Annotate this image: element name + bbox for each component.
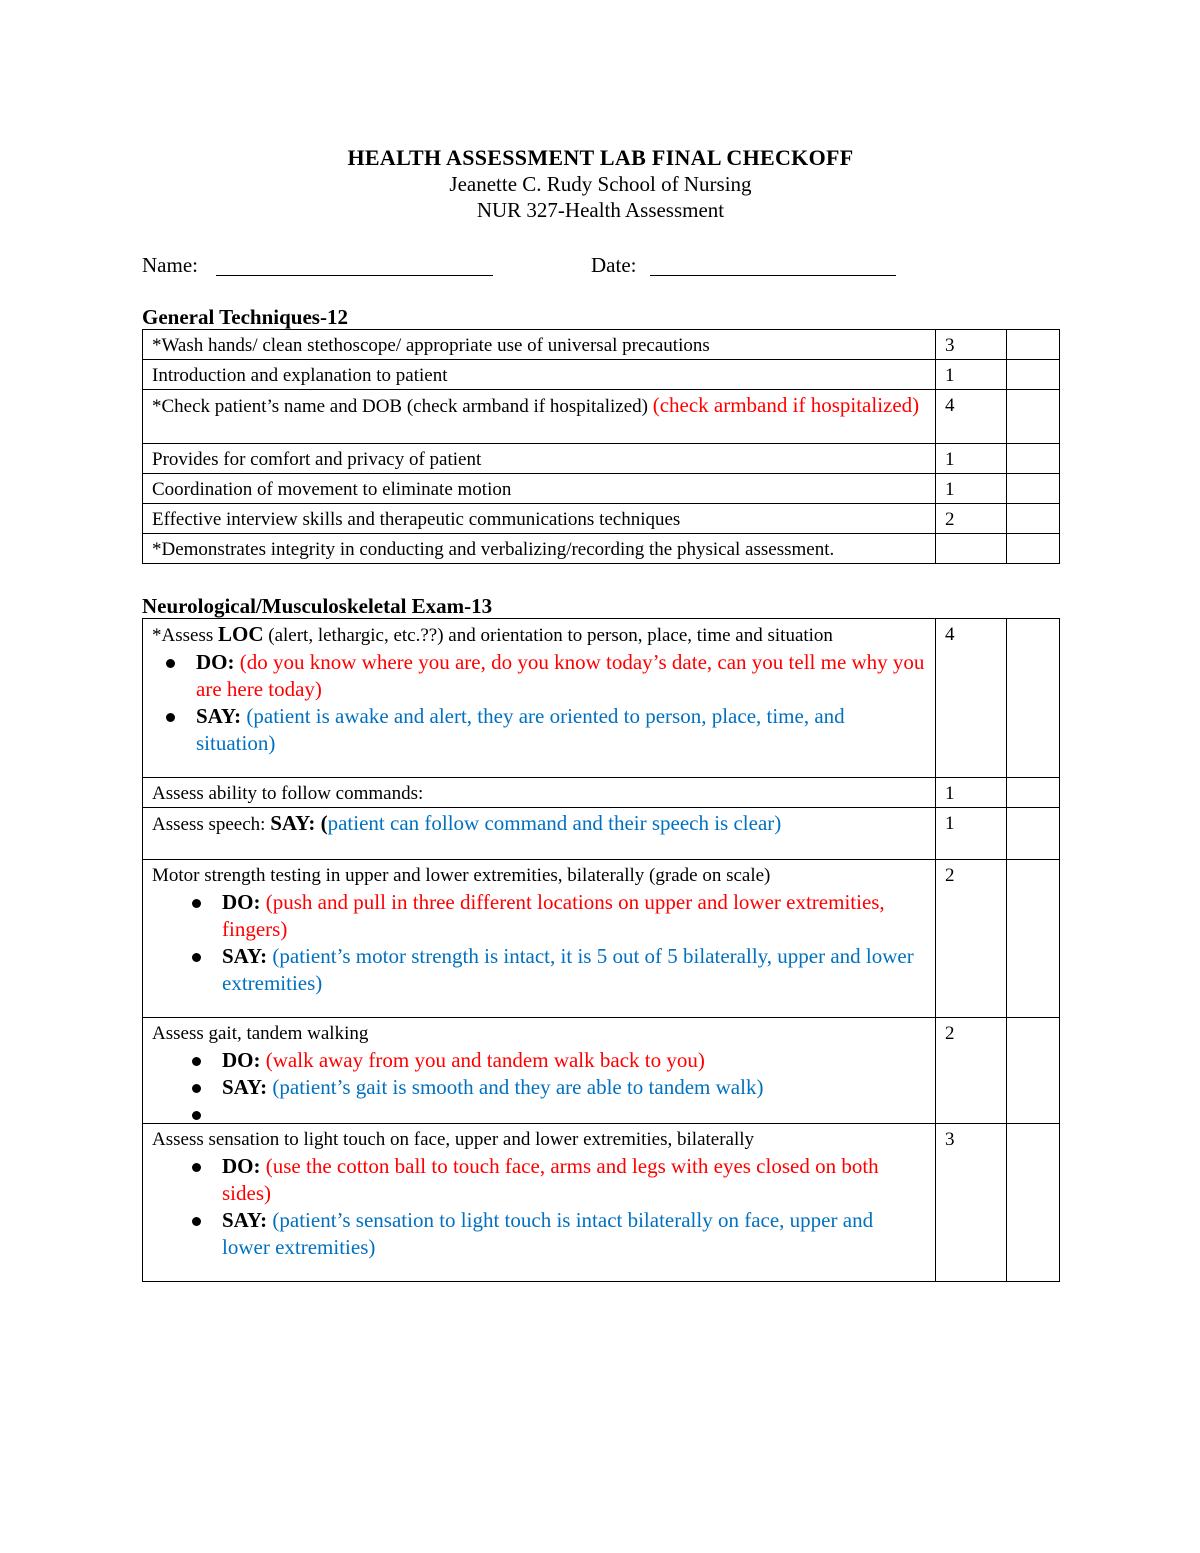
table-row bbox=[143, 504, 1060, 534]
table-row bbox=[143, 474, 1060, 504]
item-points: 2 bbox=[936, 860, 1007, 1018]
list-item bbox=[152, 943, 926, 997]
school-name: Jeanette C. Rudy School of Nursing bbox=[449, 172, 752, 196]
checkoff-page bbox=[142, 145, 1059, 1282]
neuro-exam-heading: Neurological/Musculoskeletal Exam-13 bbox=[142, 594, 493, 618]
item-text: Coordination of movement to eliminate motion bbox=[143, 474, 936, 504]
say-text: (patient’s sensation to light touch is intact bilaterally on face, upper and lower extremities) bbox=[222, 1208, 874, 1259]
item-text: Introduction and explanation to patient bbox=[143, 360, 936, 390]
item-points: 4 bbox=[936, 390, 1007, 444]
bullet-icon bbox=[166, 713, 175, 722]
item-text: *Demonstrates integrity in conducting and verbalizing/recording the physical assessment. bbox=[143, 534, 936, 564]
gait-cell bbox=[143, 1018, 936, 1124]
do-label: DO: bbox=[196, 650, 235, 674]
motor-cell bbox=[143, 860, 936, 1018]
speech-pre: Assess speech: bbox=[152, 814, 271, 835]
do-text: (use the cotton ball to touch face, arms and legs with eyes closed on both sides) bbox=[222, 1154, 879, 1205]
gait-bullets bbox=[152, 1047, 926, 1123]
item-points: 2 bbox=[936, 504, 1007, 534]
date-label: Date: bbox=[591, 253, 637, 277]
bullet-icon bbox=[192, 1084, 201, 1093]
do-label: DO: bbox=[222, 890, 261, 914]
general-techniques-heading: General Techniques-12 bbox=[142, 305, 348, 329]
score-cell[interactable] bbox=[1007, 390, 1060, 444]
table-row bbox=[143, 360, 1060, 390]
name-date-row bbox=[142, 253, 1059, 283]
score-cell[interactable] bbox=[1007, 1124, 1060, 1282]
score-cell[interactable] bbox=[1007, 778, 1060, 808]
say-text: (patient’s gait is smooth and they are able to tandem walk) bbox=[272, 1075, 764, 1099]
name-label: Name: bbox=[142, 253, 198, 277]
bullet-icon bbox=[192, 899, 201, 908]
say-label: SAY: bbox=[222, 1208, 268, 1232]
item-points: 3 bbox=[936, 330, 1007, 360]
say-text: (patient’s motor strength is intact, it is 5 out of 5 bilaterally, upper and lower extremities) bbox=[222, 944, 914, 995]
say-label: SAY: bbox=[222, 1075, 268, 1099]
course-name: NUR 327-Health Assessment bbox=[476, 198, 725, 222]
table-row bbox=[143, 778, 1060, 808]
score-cell[interactable] bbox=[1007, 360, 1060, 390]
item-points: 1 bbox=[936, 474, 1007, 504]
item-text-cell bbox=[143, 390, 936, 444]
gait-description: Assess gait, tandem walking bbox=[152, 1023, 369, 1044]
do-label: DO: bbox=[222, 1154, 261, 1178]
score-cell[interactable] bbox=[1007, 444, 1060, 474]
do-text: (do you know where you are, do you know today’s date, can you tell me why you are here today) bbox=[196, 650, 925, 701]
say-label: SAY: bbox=[196, 704, 242, 728]
score-cell[interactable] bbox=[1007, 504, 1060, 534]
item-points: 1 bbox=[936, 808, 1007, 860]
item-text: *Check patient’s name and DOB (check armband if hospitalized) bbox=[152, 396, 648, 417]
neuro-exam-table bbox=[142, 618, 1060, 1282]
loc-pre: *Assess bbox=[152, 625, 218, 646]
say-label: SAY: ( bbox=[270, 811, 328, 835]
motor-bullets bbox=[152, 889, 926, 997]
table-row bbox=[143, 1124, 1060, 1282]
item-text: Assess ability to follow commands: bbox=[143, 778, 936, 808]
say-text: patient can follow command and their speech is clear) bbox=[327, 811, 782, 835]
sensation-bullets bbox=[152, 1153, 926, 1261]
item-text: *Wash hands/ clean stethoscope/ appropriate use of universal precautions bbox=[143, 330, 936, 360]
bullet-icon bbox=[192, 1217, 201, 1226]
list-item bbox=[152, 1153, 926, 1207]
date-blank-line[interactable] bbox=[650, 275, 896, 276]
list-item bbox=[152, 1101, 926, 1123]
list-item bbox=[152, 1207, 926, 1261]
table-row bbox=[143, 330, 1060, 360]
table-row bbox=[143, 1018, 1060, 1124]
item-points bbox=[936, 534, 1007, 564]
score-cell[interactable] bbox=[1007, 619, 1060, 778]
table-row bbox=[143, 808, 1060, 860]
score-cell[interactable] bbox=[1007, 860, 1060, 1018]
bullet-icon bbox=[192, 1111, 201, 1120]
score-cell[interactable] bbox=[1007, 474, 1060, 504]
bullet-icon bbox=[192, 953, 201, 962]
list-item bbox=[152, 703, 926, 757]
loc-post: (alert, lethargic, etc.??) and orientation to person, place, time and situation bbox=[263, 625, 833, 646]
bullet-icon bbox=[192, 1163, 201, 1172]
item-text: Provides for comfort and privacy of patient bbox=[143, 444, 936, 474]
table-row bbox=[143, 534, 1060, 564]
item-text: Effective interview skills and therapeutic communications techniques bbox=[143, 504, 936, 534]
list-item bbox=[152, 889, 926, 943]
name-blank-line[interactable] bbox=[216, 275, 493, 276]
table-row bbox=[143, 860, 1060, 1018]
do-label: DO: bbox=[222, 1048, 261, 1072]
motor-description: Motor strength testing in upper and lower extremities, bilaterally (grade on scale) bbox=[152, 865, 771, 886]
score-cell[interactable] bbox=[1007, 534, 1060, 564]
bullet-icon bbox=[192, 1057, 201, 1066]
score-cell[interactable] bbox=[1007, 1018, 1060, 1124]
bullet-icon bbox=[166, 659, 175, 668]
score-cell[interactable] bbox=[1007, 808, 1060, 860]
score-cell[interactable] bbox=[1007, 330, 1060, 360]
say-text: (patient is awake and alert, they are oriented to person, place, time, and situation) bbox=[196, 704, 845, 755]
item-note-red: (check armband if hospitalized) bbox=[652, 393, 920, 417]
item-points: 1 bbox=[936, 360, 1007, 390]
do-text: (push and pull in three different locations on upper and lower extremities, fingers) bbox=[222, 890, 885, 941]
item-points: 1 bbox=[936, 778, 1007, 808]
item-points: 1 bbox=[936, 444, 1007, 474]
loc-bold: LOC bbox=[217, 622, 264, 646]
item-points: 4 bbox=[936, 619, 1007, 778]
list-item bbox=[152, 649, 926, 703]
loc-description bbox=[152, 621, 926, 649]
list-item bbox=[152, 1074, 926, 1101]
table-row bbox=[143, 444, 1060, 474]
sensation-cell bbox=[143, 1124, 936, 1282]
general-techniques-table bbox=[142, 329, 1060, 564]
item-points: 2 bbox=[936, 1018, 1007, 1124]
table-row bbox=[143, 390, 1060, 444]
sensation-description: Assess sensation to light touch on face, upper and lower extremities, bilaterally bbox=[152, 1129, 755, 1150]
do-text: (walk away from you and tandem walk back to you) bbox=[265, 1048, 705, 1072]
loc-bullets bbox=[152, 649, 926, 757]
speech-cell bbox=[143, 808, 936, 860]
document-title: HEALTH ASSESSMENT LAB FINAL CHECKOFF bbox=[347, 145, 854, 170]
say-label: SAY: bbox=[222, 944, 268, 968]
loc-cell bbox=[143, 619, 936, 778]
table-row bbox=[143, 619, 1060, 778]
list-item bbox=[152, 1047, 926, 1074]
item-points: 3 bbox=[936, 1124, 1007, 1282]
